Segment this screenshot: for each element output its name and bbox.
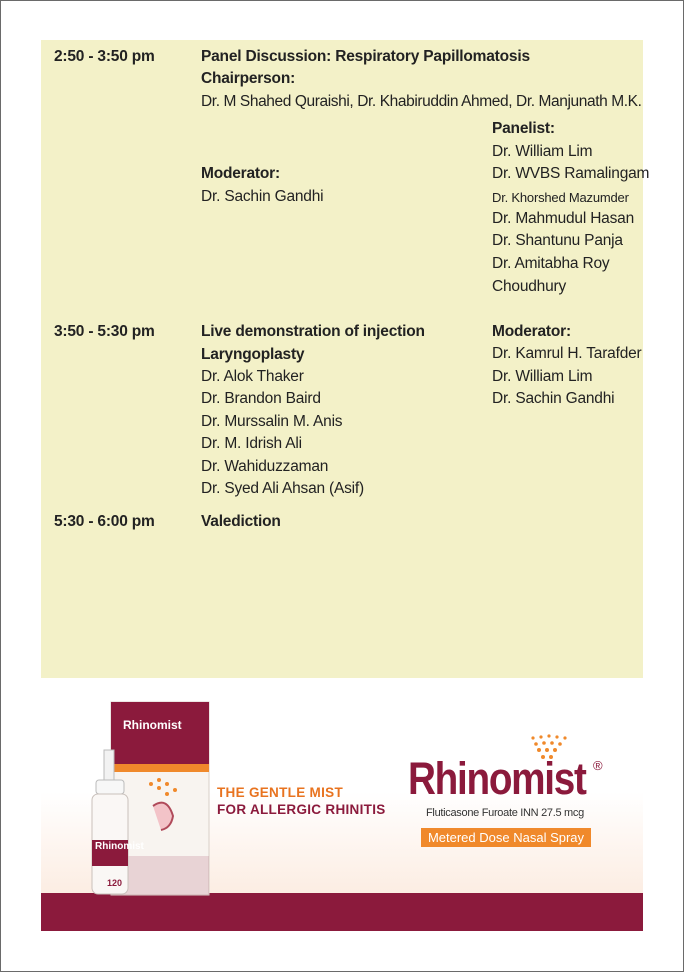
session-3-title: Valediction xyxy=(201,513,281,530)
generic-name: Fluticasone Furoate INN 27.5 mcg xyxy=(426,807,584,819)
session-2-moderator: Dr. Kamrul H. Tarafder xyxy=(492,345,642,362)
session-2-time: 3:50 - 5:30 pm xyxy=(54,323,155,340)
bottle-brand-label: Rhinomist xyxy=(95,841,144,852)
dose-form-badge: Metered Dose Nasal Spray xyxy=(421,828,591,847)
session-2-speaker: Dr. Brandon Baird xyxy=(201,390,321,407)
session-1-panelist-label: Panelist: xyxy=(492,120,555,137)
session-2-title: Laryngoplasty xyxy=(201,346,305,363)
session-1-moderator-label: Moderator: xyxy=(201,165,280,182)
session-2-title: Live demonstration of injection xyxy=(201,323,425,340)
session-1-panelist: Dr. WVBS Ramalingam xyxy=(492,165,650,182)
session-1-moderator: Dr. Sachin Gandhi xyxy=(201,188,324,205)
session-3-time: 5:30 - 6:00 pm xyxy=(54,513,155,530)
session-1-title: Panel Discussion: Respiratory Papillomatosis xyxy=(201,48,530,65)
session-2-speaker: Dr. Alok Thaker xyxy=(201,368,304,385)
session-1-time: 2:50 - 3:50 pm xyxy=(54,48,155,65)
session-1-chairs: Dr. M Shahed Quraishi, Dr. Khabiruddin Ahmed, Dr. Manjunath M.K. xyxy=(201,93,642,110)
spray-bottle-image xyxy=(86,748,134,898)
session-1-panelist: Dr. Mahmudul Hasan xyxy=(492,210,634,227)
brand-logo: Rhinomist xyxy=(408,753,586,804)
rhinomist-advertisement xyxy=(41,678,643,931)
session-2-speaker: Dr. Wahiduzzaman xyxy=(201,458,329,475)
session-1-panelist: Dr. Khorshed Mazumder xyxy=(492,190,629,205)
session-2-speaker: Dr. Syed Ali Ahsan (Asif) xyxy=(201,480,364,497)
box-count: 120 xyxy=(107,878,123,888)
registered-mark: ® xyxy=(593,758,603,773)
session-2-speaker: Dr. M. Idrish Ali xyxy=(201,435,302,452)
session-1-panelist: Choudhury xyxy=(492,278,567,295)
session-1-panelist: Dr. Amitabha Roy xyxy=(492,255,610,272)
session-2-moderator: Dr. William Lim xyxy=(492,368,593,385)
session-2-moderator-label: Moderator: xyxy=(492,323,571,340)
ad-tagline: THE GENTLE MIST xyxy=(217,785,343,800)
session-1-panelist: Dr. Shantunu Panja xyxy=(492,232,623,249)
session-2-moderator: Dr. Sachin Gandhi xyxy=(492,390,615,407)
session-2-speaker: Dr. Murssalin M. Anis xyxy=(201,413,343,430)
session-1-chair-label: Chairperson: xyxy=(201,70,296,87)
schedule-panel xyxy=(41,40,650,678)
box-brand-label: Rhinomist xyxy=(123,718,182,732)
session-1-panelist: Dr. William Lim xyxy=(492,143,593,160)
ad-tagline: FOR ALLERGIC RHINITIS xyxy=(217,802,386,817)
